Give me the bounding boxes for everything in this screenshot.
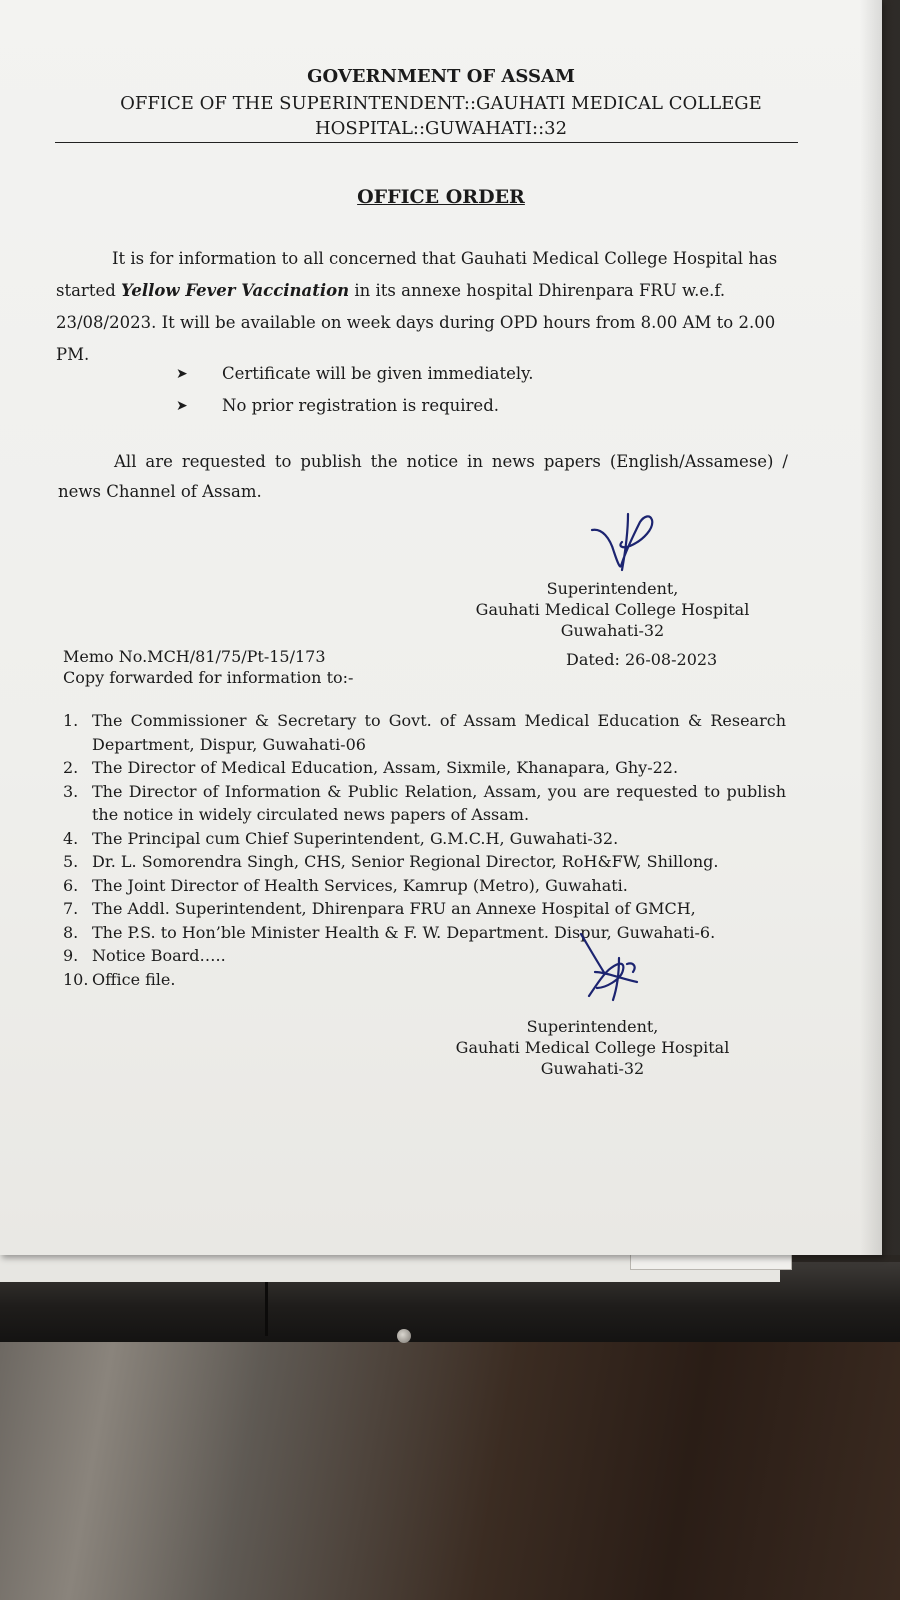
header-office: OFFICE OF THE SUPERINTENDENT::GAUHATI MEDICAL COLLEGE: [120, 93, 762, 114]
list-item: 10. Office file.: [63, 969, 176, 989]
list-item: 1. The Commissioner & Secretary to Govt. of Assam Medical Education & Research Department, Dispur, Guwahati-06: [63, 711, 786, 754]
page-title: OFFICE ORDER: [357, 186, 525, 208]
list-item: 5. Dr. L. Somorendra Singh, CHS, Senior Regional Director, RoH&FW, Shillong.: [63, 852, 719, 871]
copy-to-list: [63, 709, 786, 991]
signatory-block: [470, 578, 755, 641]
list-item: 2. The Director of Medical Education, Assam, Sixmile, Khanapara, Ghy-22.: [63, 758, 679, 777]
bullet-list: [176, 358, 534, 422]
order-text-end: in its annexe hospital Dhirenpara FRU w.e.f. 23/08/2023. It will be available on week days during OPD hours from 8.00 AM to 2.00 PM.: [56, 281, 776, 364]
list-item: [176, 390, 534, 422]
copy-forward-label: Copy forwarded for information to:-: [63, 668, 354, 687]
header-government: GOVERNMENT OF ASSAM: [307, 66, 575, 87]
signatory-office: Gauhati Medical College Hospital: [475, 600, 750, 619]
page-shadow: [860, 0, 900, 1255]
screw: [397, 1329, 411, 1343]
signatory-title: Superintendent,: [526, 1017, 659, 1036]
list-item: [176, 358, 534, 390]
bullet-text: Certificate will be given immediately.: [222, 364, 534, 383]
order-text-start: It is for information to all concerned that Gauhati Medical College Hospital has started: [56, 249, 778, 300]
request-text: All are requested to publish the notice in news papers (English/Assamese) / news Channel of Assam.: [58, 452, 788, 501]
order-paragraph: [56, 243, 791, 371]
signature-icon: [575, 928, 645, 1004]
desk-surface: [0, 1340, 900, 1600]
list-item: 3. The Director of Information & Public Relation, Assam, you are requested to publish the notice in widely circulated news papers of Assam.: [63, 781, 786, 824]
signatory-place: Guwahati-32: [540, 1059, 645, 1078]
signatory-title: Superintendent,: [546, 579, 679, 598]
arrow-bullet-icon: ➤: [176, 398, 188, 414]
signatory-place: Guwahati-32: [560, 621, 665, 640]
header-rule: [55, 142, 798, 143]
list-item: 6. The Joint Director of Health Services, Kamrup (Metro), Guwahati.: [63, 875, 628, 895]
memo-block: [63, 646, 353, 688]
memo-number: Memo No.MCH/81/75/Pt-15/173: [63, 647, 326, 666]
order-text-emphasis: Yellow Fever Vaccination: [121, 281, 350, 300]
list-item: 9. Notice Board…..: [63, 946, 226, 965]
signatory-office: Gauhati Medical College Hospital: [455, 1038, 730, 1057]
bullet-text: No prior registration is required.: [222, 396, 500, 415]
signature-icon: [588, 508, 660, 572]
request-paragraph: [58, 447, 788, 507]
list-item: 7. The Addl. Superintendent, Dhirenpara FRU an Annexe Hospital of GMCH,: [63, 899, 696, 918]
memo-date: Dated: 26-08-2023: [566, 650, 718, 669]
header-hospital: HOSPITAL::GUWAHATI::32: [314, 118, 568, 139]
list-item: 8. The P.S. to Hon’ble Minister Health & F. W. Department. Dispur, Guwahati-6.: [63, 922, 716, 942]
arrow-bullet-icon: ➤: [176, 366, 188, 382]
signatory-block-copy: [450, 1016, 735, 1079]
list-item: 4. The Principal cum Chief Superintendent, G.M.C.H, Guwahati-32.: [63, 828, 619, 848]
